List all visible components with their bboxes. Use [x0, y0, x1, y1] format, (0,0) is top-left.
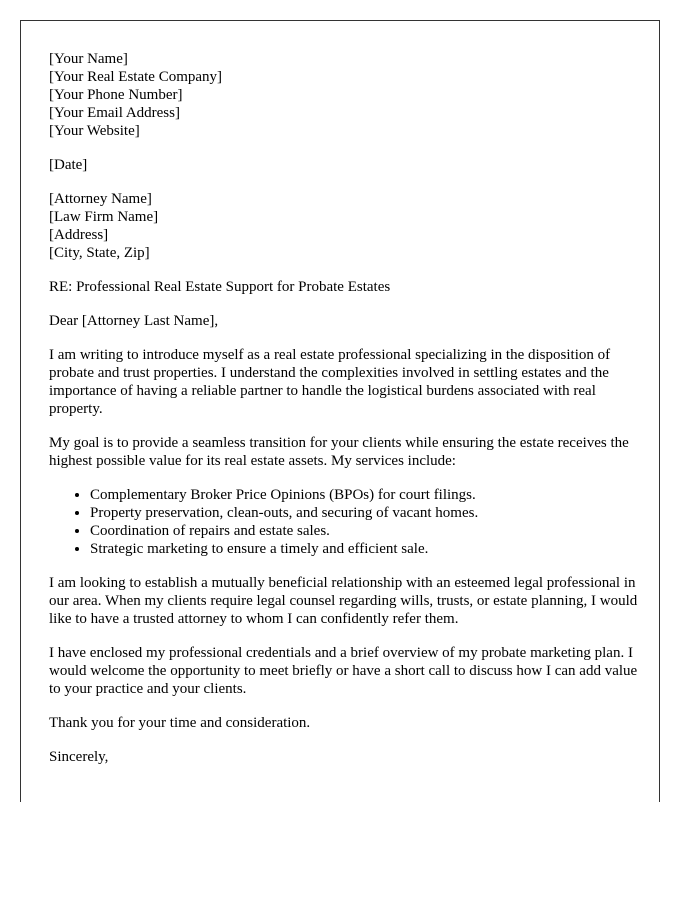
salutation: Dear [Attorney Last Name],: [49, 313, 219, 329]
list-item: • Complementary Broker Price Opinions (BPOs) for court filings.: [90, 486, 639, 504]
letter-date: [Date]: [49, 157, 88, 173]
recipient-firm: [Law Firm Name]: [49, 209, 159, 225]
enclosure-paragraph: I have enclosed my professional credentials and a brief overview of my probate marketing plan. I would welcome the opportunity to meet briefly or have a short call to discuss how I can add value to your practice and your clients.: [49, 645, 638, 697]
recipient-block: [49, 190, 639, 262]
goal-paragraph: My goal is to provide a seamless transition for your clients while ensuring the estate receives the highest possible value for its real estate assets. My services include:: [49, 435, 629, 469]
relationship-paragraph: I am looking to establish a mutually beneficial relationship with an esteemed legal professional in our area. When my clients require legal counsel regarding wills, trusts, or estate planning, I would like to have a trusted attorney to whom I can confidently refer them.: [49, 575, 638, 627]
intro-paragraph: I am writing to introduce myself as a real estate professional specializing in the disposition of probate and trust properties. I understand the complexities involved in settling estates and the importance of having a reliable partner to handle the logistical burdens associated with real property.: [49, 347, 611, 417]
sign-off: Sincerely,: [49, 749, 109, 765]
sender-website: [Your Website]: [49, 123, 140, 139]
list-item: • Property preservation, clean-outs, and securing of vacant homes.: [90, 504, 639, 522]
sender-name: [Your Name]: [49, 51, 128, 67]
subject-line: RE: Professional Real Estate Support for Probate Estates: [49, 279, 391, 295]
date-block: [49, 156, 639, 174]
list-item: • Coordination of repairs and estate sales.: [90, 522, 639, 540]
sender-phone: [Your Phone Number]: [49, 87, 183, 103]
sender-block: [49, 50, 639, 140]
recipient-city-state-zip: [City, State, Zip]: [49, 245, 150, 261]
thanks-paragraph: Thank you for your time and consideration.: [49, 715, 311, 731]
recipient-address: [Address]: [49, 227, 109, 243]
services-list: [49, 486, 639, 558]
list-item: • Strategic marketing to ensure a timely and efficient sale.: [90, 540, 639, 558]
sender-company: [Your Real Estate Company]: [49, 69, 223, 85]
sender-email: [Your Email Address]: [49, 105, 180, 121]
letter-body: [49, 50, 639, 782]
recipient-name: [Attorney Name]: [49, 191, 152, 207]
letter-page: [20, 20, 660, 802]
